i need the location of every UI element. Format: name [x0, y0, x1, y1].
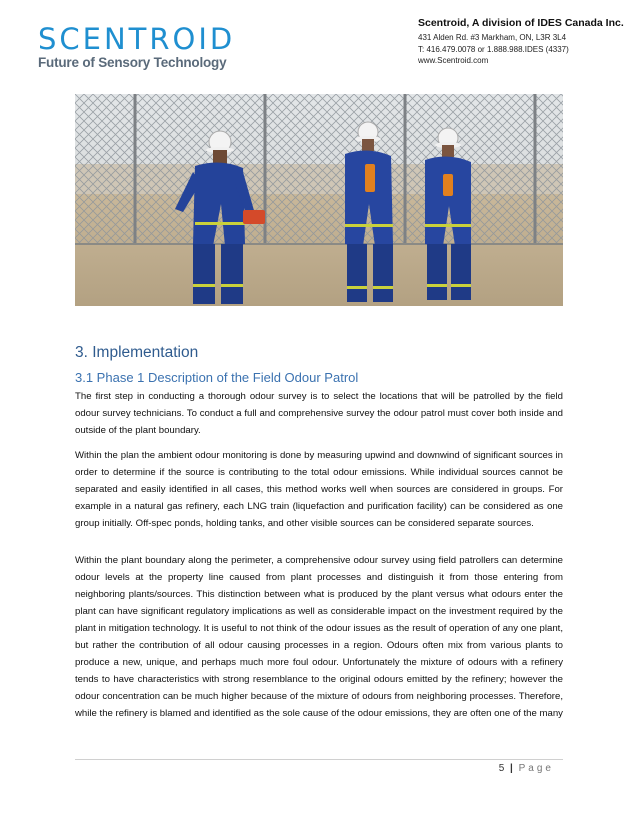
company-phone: T: 416.479.0078 or 1.888.988.IDES (4337)	[418, 44, 569, 54]
footer-divider	[75, 759, 563, 760]
paragraph: Within the plant boundary along the perimeter, a comprehensive odour survey using field patrollers can determine odour levels at the property line caused from plant processes and distinguish it from those entering from neighboring plants/sources. This distinction between what is produced by the plant versus what odours enter the plant can have significant regulatory implications as well as considerable impact on the investment required by the plant in mitigation technology. It is useful to not think of the odour issues as the result of operation of any one plant, but rather the contribution of all odour causing processes in a region. Odours often mix from various plants to produce a new, unique, and perhaps much more foul odour. Unfortunately the mixture of odours with a refinery tends to have characteristics with strong resemblance to the original odours emitted by the refinery; however the odour concentration can be much higher because of the mixture of odours from neighboring processes. Therefore, while the refinery is blamed and identified as the sole cause of the odour emissions, they are often one of the many	[75, 555, 563, 719]
subsection-heading: 3.1 Phase 1 Description of the Field Odour Patrol	[75, 370, 359, 385]
company-website: www.Scentroid.com	[418, 56, 489, 65]
page-footer	[499, 763, 554, 774]
page-label: Page	[518, 763, 554, 774]
field-survey-photo	[75, 94, 563, 306]
page-number: 5	[498, 763, 505, 774]
section-heading: 3. Implementation	[75, 344, 199, 361]
logo-wordmark: SCENTROID	[38, 22, 236, 56]
company-address: 431 Alden Rd. #3 Markham, ON, L3R 3L4	[418, 33, 567, 42]
logo-tagline: Future of Sensory Technology	[38, 55, 227, 70]
main-content	[75, 344, 563, 730]
paragraph: The first step in conducting a thorough odour survey is to select the locations that will be patrolled by the field odour survey technicians. To conduct a full and comprehensive survey the odour patrol must cover both inside and outside of the plant boundary.	[75, 391, 563, 436]
company-name: Scentroid, A division of IDES Canada Inc.	[418, 17, 624, 29]
company-info	[418, 16, 624, 67]
paragraph: Within the plan the ambient odour monitoring is done by measuring upwind and downwind of significant sources in order to determine if the source is contributing to the total odour emissions. While individual sources cannot be separated and easily identified in all cases, this method works well when sources are considered in groups. For example in a natural gas refinery, each LNG train (liquefaction and purification facility) can be considered as one group initially. Off-spec ponds, holding tanks, and other visible sources can be considered separate sources.	[75, 450, 563, 529]
scentroid-logo	[38, 24, 235, 70]
footer-separator: |	[510, 763, 513, 774]
